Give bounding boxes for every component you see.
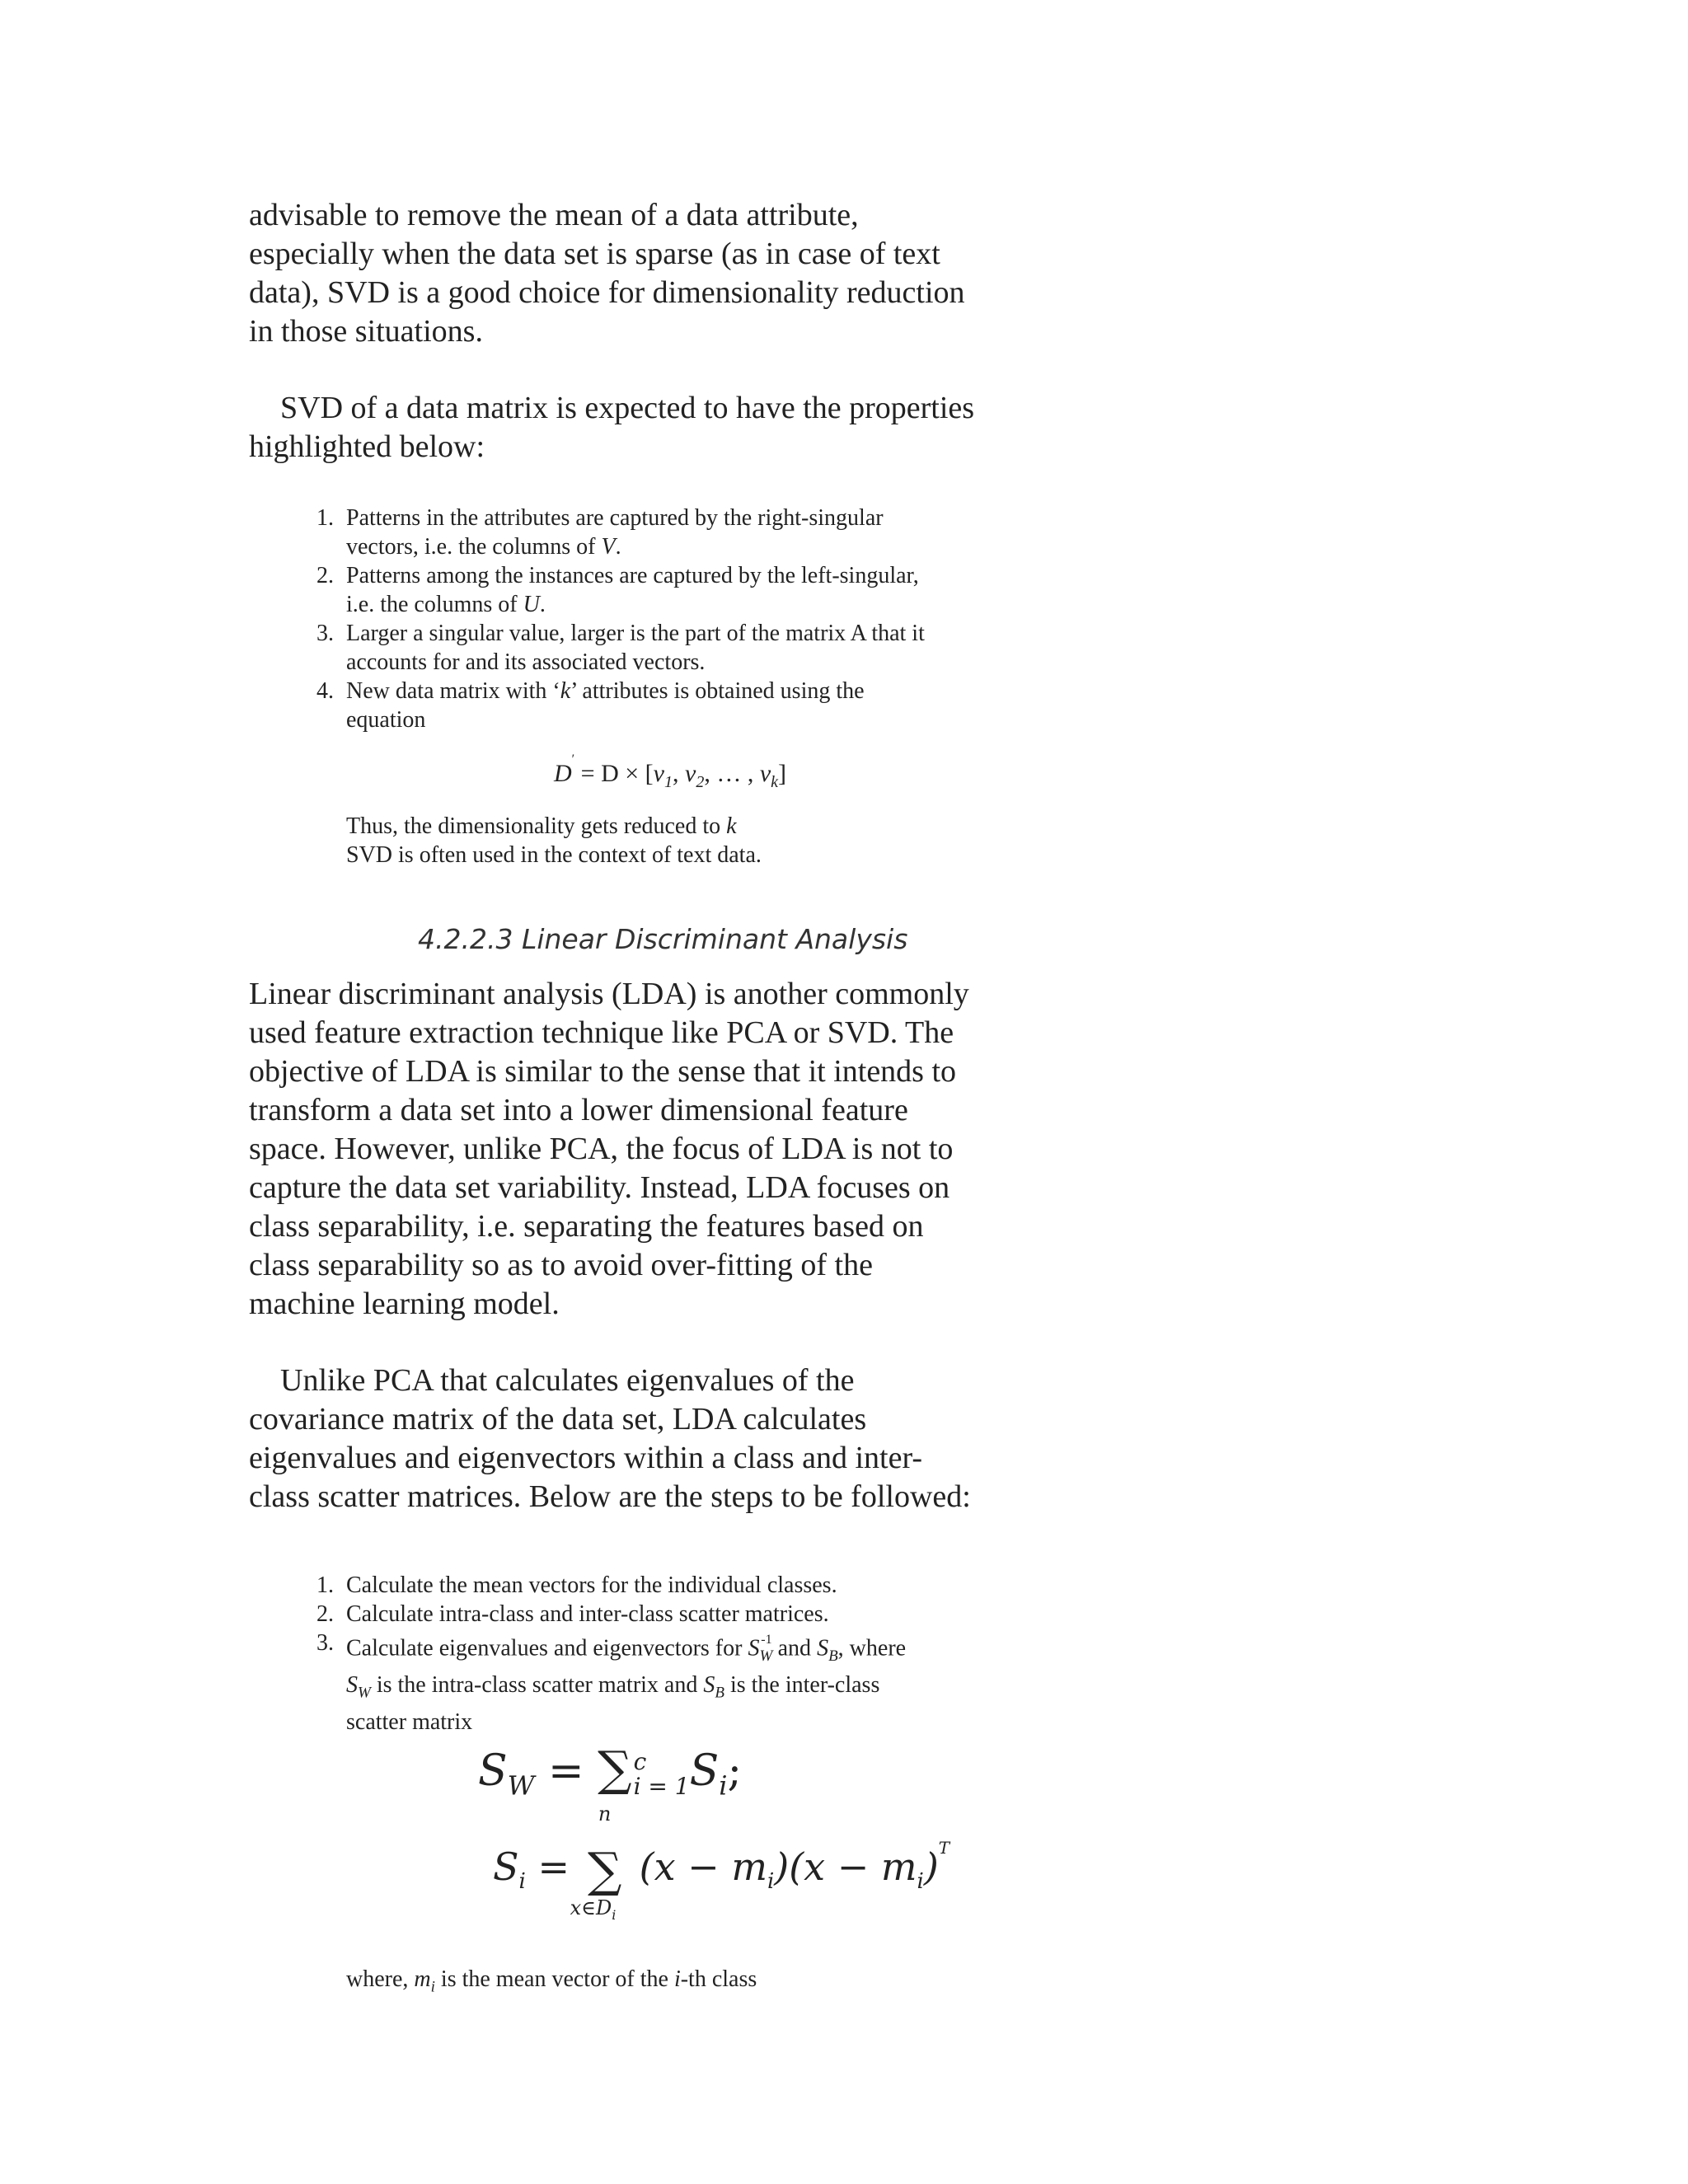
list-text: Calculate intra-class and inter-class scatter matrices. bbox=[346, 1601, 829, 1627]
text-line: class separability, i.e. separating the features based on bbox=[249, 1209, 924, 1244]
text-line: in those situations. bbox=[249, 314, 483, 349]
list-text: accounts for and its associated vectors. bbox=[346, 649, 706, 675]
paragraph-lda-steps bbox=[249, 1361, 1040, 1516]
lda-steps-list bbox=[316, 1571, 1063, 1736]
mean-vector-note: where, $m_i$ is the mean vector of the i-th class bbox=[346, 1966, 757, 1996]
text-line: objective of LDA is similar to the sense that it intends to bbox=[249, 1054, 957, 1089]
list-text: i.e. the columns of U. bbox=[346, 592, 546, 617]
si-equation: $S_i$ = n ∑ $x\in D_i$ $(x - m_i)(x - m_i)^T$ bbox=[493, 1802, 950, 1923]
text-line: data), SVD is a good choice for dimensionality reduction bbox=[249, 275, 965, 310]
sigma-symbol: n ∑ $x\in D_i$ bbox=[570, 1802, 622, 1923]
list-text: vectors, i.e. the columns of V. bbox=[346, 534, 621, 560]
list-text: Patterns in the attributes are captured by the right-singular bbox=[346, 505, 884, 531]
list-number: 4. bbox=[316, 678, 334, 704]
list-item bbox=[316, 1600, 1063, 1629]
text-line: machine learning model. bbox=[249, 1286, 560, 1321]
list-number: 3. bbox=[316, 1630, 334, 1656]
text-line: SVD of a data matrix is expected to have the properties bbox=[280, 391, 975, 425]
list-item bbox=[316, 504, 1063, 561]
list-text: New data matrix with ‘k’ attributes is obtained using the bbox=[346, 678, 865, 704]
sw-equation: $S_W$ = ∑ c i = 1 $S_i$; bbox=[478, 1741, 742, 1802]
section-heading: 4.2.2.3 Linear Discriminant Analysis bbox=[418, 923, 908, 955]
text-line: transform a data set into a lower dimensional feature bbox=[249, 1093, 908, 1127]
paragraph-lda-intro bbox=[249, 975, 1040, 1324]
list-item bbox=[316, 561, 1063, 619]
list-text: Calculate the mean vectors for the individual classes. bbox=[346, 1572, 837, 1598]
list-item bbox=[316, 619, 1063, 677]
text-line: class separability so as to avoid over-fitting of the bbox=[249, 1248, 873, 1282]
text-line: advisable to remove the mean of a data attribute, bbox=[249, 198, 859, 232]
list-item bbox=[316, 1571, 1063, 1600]
text-line: eigenvalues and eigenvectors within a class and inter- bbox=[249, 1441, 922, 1475]
list-text: Larger a singular value, larger is the part of the matrix A that it bbox=[346, 621, 925, 646]
list-text: scatter matrix bbox=[346, 1708, 473, 1735]
list-number: 2. bbox=[316, 563, 334, 588]
list-number: 2. bbox=[316, 1601, 334, 1627]
svd-note bbox=[346, 812, 762, 869]
svd-equation: $D' = D \times [v_1$, $v_2$, … , $v_k$] bbox=[554, 752, 787, 791]
text-line: Unlike PCA that calculates eigenvalues of the bbox=[280, 1363, 855, 1398]
list-number: 1. bbox=[316, 1572, 334, 1598]
list-item bbox=[316, 677, 1063, 734]
text-line: SVD is often used in the context of text data. bbox=[346, 842, 762, 868]
text-line: especially when the data set is sparse (as in case of text bbox=[249, 237, 940, 271]
paragraph-svd-intro bbox=[249, 196, 1040, 351]
paragraph-svd-properties bbox=[249, 389, 1040, 466]
list-text: $S_W$ is the intra-class scatter matrix and $S_B$ is the inter-class bbox=[346, 1671, 880, 1702]
text-line: capture the data set variability. Instead, LDA focuses on bbox=[249, 1170, 950, 1205]
list-number: 3. bbox=[316, 621, 334, 646]
list-text: equation bbox=[346, 707, 426, 733]
list-text: Patterns among the instances are captured by the left-singular, bbox=[346, 563, 919, 588]
list-number: 1. bbox=[316, 505, 334, 531]
svd-properties-list bbox=[316, 504, 1063, 734]
text-line: Linear discriminant analysis (LDA) is another commonly bbox=[249, 977, 969, 1011]
text-line: covariance matrix of the data set, LDA calculates bbox=[249, 1402, 867, 1436]
text-line: used feature extraction technique like PCA or SVD. The bbox=[249, 1015, 954, 1050]
text-line: Thus, the dimensionality gets reduced to k bbox=[346, 813, 737, 839]
text-line: class scatter matrices. Below are the steps to be followed: bbox=[249, 1479, 971, 1514]
list-text: Calculate eigenvalues and eigenvectors for $S_W^{-1}$ and $S_B$, where bbox=[346, 1633, 907, 1665]
text-line: highlighted below: bbox=[249, 429, 485, 464]
text-line: space. However, unlike PCA, the focus of LDA is not to bbox=[249, 1132, 954, 1166]
list-item bbox=[316, 1629, 1063, 1736]
